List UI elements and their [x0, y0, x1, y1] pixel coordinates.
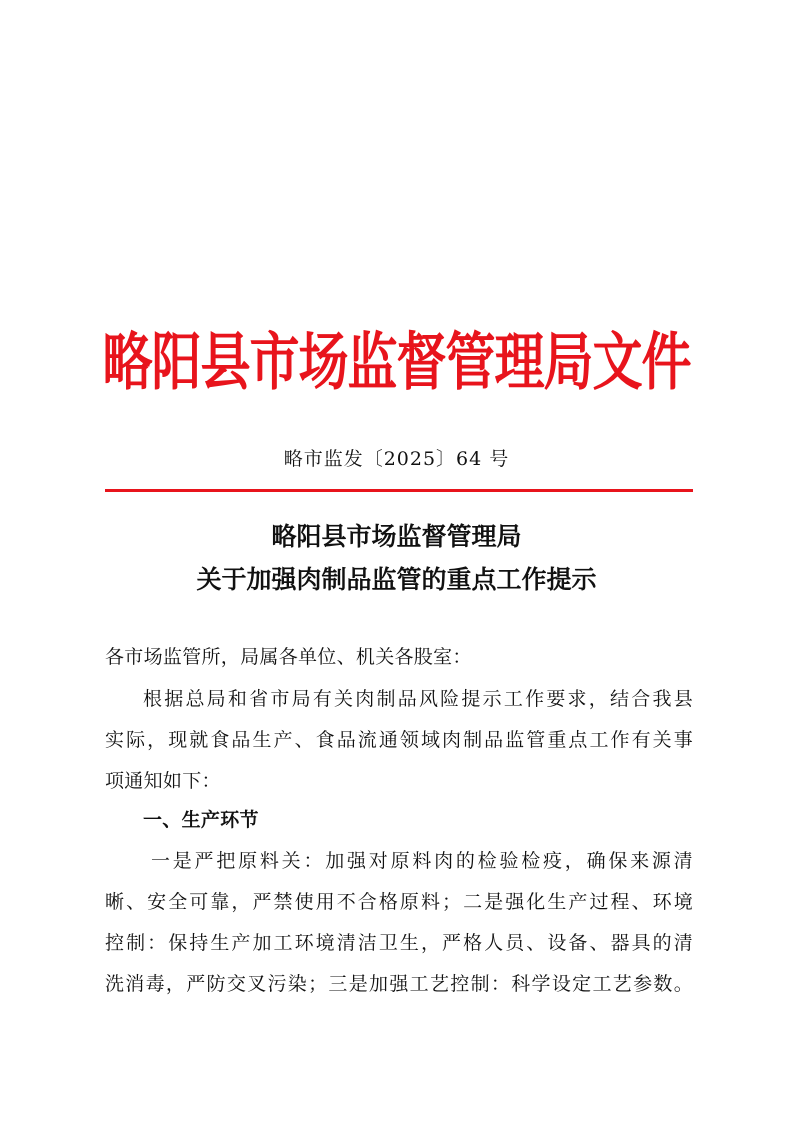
section-paragraph-line: 晰、安全可靠，严禁使用不合格原料；二是强化生产过程、环境 [105, 891, 693, 913]
section-paragraph-line: 一是严把原料关：加强对原料肉的检验检疫，确保来源清 [151, 850, 693, 872]
agency-header: 略阳县市场监督管理局文件 [102, 325, 691, 399]
intro-paragraph-line: 项通知如下： [105, 770, 221, 792]
document-number: 略市监发〔2025〕64 号 [283, 448, 510, 470]
document-title-line-2: 关于加强肉制品监管的重点工作提示 [196, 565, 597, 594]
section-heading-production: 一、生产环节 [143, 809, 259, 831]
intro-paragraph-line: 根据总局和省市局有关肉制品风险提示工作要求，结合我县 [143, 688, 693, 710]
salutation: 各市场监管所，局属各单位、机关各股室： [105, 646, 472, 668]
intro-paragraph-line: 实际，现就食品生产、食品流通领域肉制品监管重点工作有关事 [105, 729, 693, 751]
section-paragraph-line: 控制：保持生产加工环境清洁卫生，严格人员、设备、器具的清 [105, 932, 693, 954]
section-paragraph-line: 洗消毒，严防交叉污染；三是加强工艺控制：科学设定工艺参数。 [105, 973, 693, 995]
red-divider-line [105, 489, 693, 492]
document-title-line-1: 略阳县市场监督管理局 [271, 522, 522, 551]
